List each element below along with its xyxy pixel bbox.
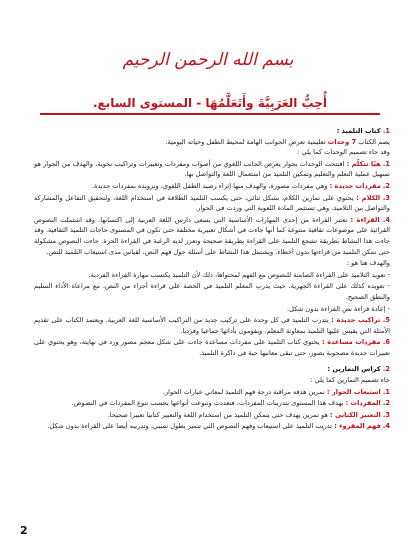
list-item [34, 215, 390, 257]
section-label: كتاب التلميذ : [336, 127, 381, 135]
section-heading-workbook [34, 364, 390, 375]
section-number: 2. [382, 365, 390, 374]
intro-text: يضم الكتاب [358, 137, 390, 146]
list-item [34, 387, 390, 398]
item-label: التعبير الكتابي : [330, 410, 381, 419]
page-number: 2 [20, 524, 28, 537]
list-item [34, 421, 390, 432]
section-number: 1. [382, 127, 390, 135]
item-number: 3. [382, 410, 390, 419]
item-text: - إعادة قراءة نص القراءة بدون شكل. [287, 304, 390, 313]
units-count: 7 وحدات [327, 137, 357, 146]
item-number: 1. [382, 387, 390, 396]
item-text: نمرين هدفه مراقبة درجة فهم التلميذ لمعاني عبارات الحوار. [162, 387, 325, 396]
item-text: هو تمرين يهدف حتى يتمكن التلميذ من استخدام اللغة والتعبير كتابيا تعبيرا صحيحا. [107, 410, 328, 419]
list-item [34, 337, 390, 358]
item-text: - تعويده كذلك على القراءة الجهرية، حيث يدرب المعلم التلميذ في الحصة على قراءة أجزاء من النص، مع مراعاة الأداء السليم والنطق الصحيح. [34, 282, 390, 301]
item-label: فهم المقروء : [334, 422, 381, 431]
item-label: الكلام : [356, 193, 381, 202]
paragraph [34, 137, 390, 148]
paragraph: وقد جاء تصميم الوحدات كما يلي : [297, 148, 390, 157]
list-item [34, 281, 390, 302]
item-number: 2. [382, 181, 390, 190]
section-heading-student-book [34, 126, 390, 137]
intro-text: تعليمية تعرض الجوانب الهامة لمحيط الطفل وحياته اليومية. [165, 137, 326, 146]
item-label: مفردات مساعدة : [322, 338, 381, 347]
list-item [34, 270, 390, 281]
list-item [34, 159, 390, 180]
item-text: افتتحت الوحدات بحوار يعرض الجانب اللغوي من أصوات ومفردات وتعبيرات وتراكيب نحوية، والهدف من الحوار هو تسهيل عملية التعلم والتعليم وتمكين التلميذ من استعمال اللغة والتواصل بها. [34, 159, 390, 179]
list-item [34, 181, 390, 192]
item-number: 3. [382, 193, 390, 202]
item-label: مفردات جديدة : [329, 181, 381, 190]
body-content [34, 124, 390, 432]
item-text: يهدف هذا المستوى بتدريبات المفردات، فتعددت وتنوعت أنواعها بحسب تنوع المفردات في النصوص. [71, 399, 344, 408]
item-number: 4. [382, 215, 390, 224]
list-item [34, 193, 390, 214]
item-text: - تعويد التلاميذ على القراءة الصامتة للنصوص مع الفهم لمحتواها، ذلك لأن التلميذ يكتسب مهارة القراءة الفردية. [88, 270, 390, 279]
item-label: تراكيب جديدة : [331, 316, 381, 325]
item-text: يتدرب التلميذ في كل وحدة على تركيب جديد من التراكيب الأساسية للغة العربية. ويعتمد الكتاب على تقديم الأمثلة التي يقيس عليها التلميذ بمعاونة المعلم، ويقومون بأدائها جماعيا وفرديا. [34, 316, 390, 335]
section-label: كراس التمارين : [327, 365, 381, 374]
item-text: يحتوي على تمارين الكلام، بشكل ثنائي، حتى يكسب التلميذ الطلاقة في استخدام اللغة، ولتحقيق التفاعل والمشاركة والتواصل بين التلاميذ. وهي تستثمر المادة اللغوية التي وردت في الحوار. [34, 193, 390, 213]
item-number: 2. [382, 399, 390, 408]
item-label: استيعاب الحوار : [326, 387, 381, 396]
item-number: 4. [382, 422, 390, 431]
list-item [34, 398, 390, 409]
list-item [34, 258, 390, 269]
item-text: تعتبر القراءة من إحدى المهارات الأساسية التي يسعى دارس اللغة العربية إلى اكتسابها. وقد اشتملت النصوص القرائية على موضوعات ثقافية متنوعة كما أنها جاءت في أشكال تعبيرية مختلفة حتى تكون في المستوى حاجات التلميذ الثقافية. وقد جاءت هذا النشاط بطريقة تشجع التلميذ على القراءة بطريقة صحيحة وتعزز لديه الرغبة في القراءة الحرة. جاءت النصوص مشكولة حتى تمكن التلميذ من قراءتها بدون أخطاء. ويشتمل هذا النشاط على أسئلة حول فهم النص، لقياس مدى استيعاب التلميذ للنص. [34, 215, 390, 256]
item-label: المفردات : [345, 399, 381, 408]
list-item [34, 315, 390, 336]
item-number: 5. [382, 316, 390, 325]
item-text: يحتوي كتاب التلميذ على مفردات مساعدة جاءت على شكل معجم مصور ورد في نهايته، وهو يحتوي على تعبيرات جديدة مصحوبة بصور، حتى تبقى معانيها حية في ذاكرة التلميذ. [34, 338, 390, 357]
page-title: أُحِبُّ العَرَبِيَّةَ وأَتَعَلَّمُهَا - المستوى السابع. [40, 96, 380, 115]
item-number: 1. [382, 159, 390, 168]
item-label: هيّا نتكلّم : [346, 159, 381, 168]
list-item [34, 304, 390, 315]
item-label: القراءة : [350, 215, 380, 224]
workbook-items [34, 387, 390, 432]
item-text: تدريب التلميذ على استيعاب وفهم النصوص التي تتميز بطول نسبي. وتدريبه أيضا على القراءة بدون شكل. [47, 422, 333, 431]
item-number: 6. [382, 338, 390, 347]
basmala-header: بسم الله الرحمن الرحيم [122, 50, 294, 70]
item-text: وهي مفردات مصورة، والهدف منها إثراء رصيد الطفل اللغوي، وتزويده بمفردات جديدة. [91, 181, 328, 190]
student-book-items [34, 159, 390, 359]
paragraph: جاء تصميم التمارين كما يلي : [310, 376, 390, 385]
item-text: والهدف هنا هو : [346, 259, 390, 268]
list-item [34, 410, 390, 421]
